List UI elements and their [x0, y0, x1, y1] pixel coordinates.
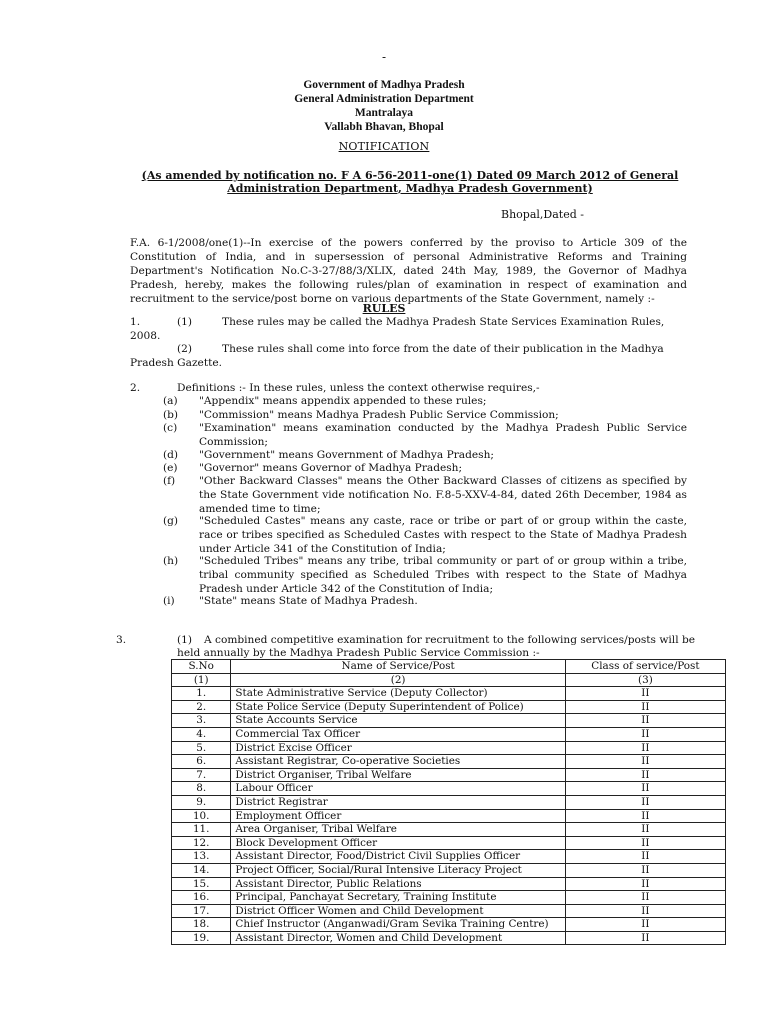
colnum-3: (3)	[565, 673, 725, 687]
row-sno: 19.	[172, 931, 231, 945]
header-government: Government of Madhya Pradesh	[303, 79, 465, 91]
definition-key-b: (b)	[163, 409, 179, 421]
table-row	[172, 727, 726, 741]
header-service-name: Name of Service/Post	[231, 660, 565, 674]
rule2-intro: Definitions :- In these rules, unless the context otherwise requires,-	[177, 382, 540, 394]
colnum-2: (2)	[231, 673, 565, 687]
table-row	[172, 755, 726, 769]
table-row	[172, 850, 726, 864]
definition-text-g: "Scheduled Castes" means any caste, race or tribe or part of or group within the caste, race or tribes specified as Scheduled Castes with respect to the State of Madhya Pradesh under Article 341 of the Constitution of India;	[199, 515, 687, 555]
row-service-name: Assistant Director, Public Relations	[231, 877, 565, 891]
row-sno: 15.	[172, 877, 231, 891]
definition-text-e: "Governor" means Governor of Madhya Pradesh;	[199, 462, 463, 474]
definition-text-h: "Scheduled Tribes" means any tribe, tribal community or part of or group within a tribe, tribal community specified as Scheduled Tribes with respect to the State of Madhya Pradesh under Article 342 of the Constitution of India;	[199, 555, 687, 595]
definition-text-d: "Government" means Government of Madhya Pradesh;	[199, 449, 494, 461]
row-sno: 16.	[172, 891, 231, 905]
table-row	[172, 863, 726, 877]
row-sno: 10.	[172, 809, 231, 823]
row-class: II	[565, 809, 725, 823]
row-sno: 7.	[172, 768, 231, 782]
definition-text-c: "Examination" means examination conducted by the Madhya Pradesh Public Service Commission;	[199, 422, 687, 448]
table-row	[172, 768, 726, 782]
row-class: II	[565, 863, 725, 877]
table-row	[172, 823, 726, 837]
row-sno: 13.	[172, 850, 231, 864]
definition-key-d: (d)	[163, 449, 179, 461]
row-service-name: District Excise Officer	[231, 741, 565, 755]
table-colnum-row	[172, 673, 726, 687]
row-class: II	[565, 714, 725, 728]
row-class: II	[565, 755, 725, 769]
row-class: II	[565, 700, 725, 714]
rule1-sub1-text: These rules may be called the Madhya Pradesh State Services Examination Rules,	[222, 316, 665, 328]
header-department: General Administration Department	[294, 93, 474, 105]
row-service-name: Chief Instructor (Anganwadi/Gram Sevika Training Centre)	[231, 918, 565, 932]
rule3-text-cont: held annually by the Madhya Pradesh Public Service Commission :-	[177, 647, 540, 659]
row-service-name: Assistant Director, Food/District Civil Supplies Officer	[231, 850, 565, 864]
rule1-number: 1.	[130, 316, 141, 328]
header-sno: S.No	[172, 660, 231, 674]
notification-title: NOTIFICATION	[338, 140, 430, 153]
rules-heading: RULES	[362, 302, 406, 315]
row-service-name: State Police Service (Deputy Superintendent of Police)	[231, 700, 565, 714]
rule3-text: A combined competitive examination for recruitment to the following services/posts will be	[204, 634, 696, 646]
top-mark: -	[382, 50, 387, 64]
row-service-name: Project Officer, Social/Rural Intensive Literacy Project	[231, 863, 565, 877]
services-table	[171, 659, 726, 945]
row-class: II	[565, 823, 725, 837]
definition-key-h: (h)	[163, 555, 179, 567]
row-class: II	[565, 877, 725, 891]
definition-key-a: (a)	[163, 395, 178, 407]
rule1-sub2-text-cont: Pradesh Gazette.	[130, 357, 222, 369]
row-service-name: Block Development Officer	[231, 836, 565, 850]
row-service-name: State Administrative Service (Deputy Collector)	[231, 687, 565, 701]
definition-key-i: (i)	[163, 595, 175, 607]
row-service-name: Area Organiser, Tribal Welfare	[231, 823, 565, 837]
rule1-sub1-text-cont: 2008.	[130, 330, 161, 342]
rule1-sub2-number: (2)	[177, 343, 193, 355]
definition-key-c: (c)	[163, 422, 178, 434]
row-sno: 18.	[172, 918, 231, 932]
table-row	[172, 687, 726, 701]
table-row	[172, 741, 726, 755]
definition-text-f: "Other Backward Classes" means the Other Backward Classes of citizens as specified by the State Government vide notification No. F.8-5-XXV-4-84, dated 26th December, 1984 as amended time to time;	[199, 475, 687, 515]
table-row	[172, 700, 726, 714]
row-service-name: Employment Officer	[231, 809, 565, 823]
definition-key-f: (f)	[163, 475, 176, 487]
row-class: II	[565, 836, 725, 850]
row-sno: 11.	[172, 823, 231, 837]
preamble-paragraph: F.A. 6-1/2008/one(1)--In exercise of the powers conferred by the proviso to Article 309 of the Constitution of India, and in supersession of personal Administrative Reforms and Training Department's Notification No.C-3-27/88/3/XLIX, dated 24th May, 1989, the Governor of Madhya Pradesh, hereby, makes the following rules/plan of examination in respect of examination and recruitment to the service/post borne on various departments of the State Government, namely :-	[130, 237, 687, 305]
row-class: II	[565, 931, 725, 945]
row-sno: 9.	[172, 795, 231, 809]
definition-key-g: (g)	[163, 515, 179, 527]
row-class: II	[565, 904, 725, 918]
colnum-1: (1)	[172, 673, 231, 687]
definition-text-i: "State" means State of Madhya Pradesh.	[199, 595, 418, 607]
table-row	[172, 891, 726, 905]
row-class: II	[565, 782, 725, 796]
rule2-number: 2.	[130, 382, 141, 394]
header-class: Class of service/Post	[565, 660, 725, 674]
table-row	[172, 836, 726, 850]
row-class: II	[565, 687, 725, 701]
row-sno: 2.	[172, 700, 231, 714]
row-sno: 6.	[172, 755, 231, 769]
definition-key-e: (e)	[163, 462, 178, 474]
table-row	[172, 877, 726, 891]
row-service-name: Labour Officer	[231, 782, 565, 796]
table-row	[172, 809, 726, 823]
row-class: II	[565, 768, 725, 782]
header-mantralaya: Mantralaya	[354, 107, 414, 119]
row-service-name: Commercial Tax Officer	[231, 727, 565, 741]
row-class: II	[565, 741, 725, 755]
row-sno: 3.	[172, 714, 231, 728]
table-row	[172, 782, 726, 796]
row-sno: 12.	[172, 836, 231, 850]
row-sno: 8.	[172, 782, 231, 796]
rule1-sub2-text: These rules shall come into force from the date of their publication in the Madhya	[222, 343, 664, 355]
rule3-number: 3.	[116, 634, 127, 646]
row-service-name: Assistant Director, Women and Child Development	[231, 931, 565, 945]
table-row	[172, 904, 726, 918]
row-sno: 4.	[172, 727, 231, 741]
amended-note: (As amended by notification no. F A 6-56-2011-one(1) Dated 09 March 2012 of General Administration Department, Madhya Pradesh Government)	[141, 169, 679, 195]
row-class: II	[565, 918, 725, 932]
place-date: Bhopal,Dated -	[501, 208, 584, 221]
row-service-name: State Accounts Service	[231, 714, 565, 728]
table-row	[172, 795, 726, 809]
table-header-row	[172, 660, 726, 674]
rule1-sub1-number: (1)	[177, 316, 193, 328]
header-address: Vallabh Bhavan, Bhopal	[324, 121, 444, 133]
row-sno: 1.	[172, 687, 231, 701]
row-service-name: Principal, Panchayat Secretary, Training Institute	[231, 891, 565, 905]
rule3-sub1-number: (1)	[177, 634, 193, 646]
row-sno: 5.	[172, 741, 231, 755]
row-class: II	[565, 850, 725, 864]
table-row	[172, 918, 726, 932]
table-row	[172, 931, 726, 945]
row-service-name: District Officer Women and Child Development	[231, 904, 565, 918]
definition-text-b: "Commission" means Madhya Pradesh Public Service Commission;	[199, 409, 559, 421]
row-sno: 14.	[172, 863, 231, 877]
table-row	[172, 714, 726, 728]
definition-text-a: "Appendix" means appendix appended to these rules;	[199, 395, 487, 407]
row-service-name: District Organiser, Tribal Welfare	[231, 768, 565, 782]
row-class: II	[565, 795, 725, 809]
row-sno: 17.	[172, 904, 231, 918]
row-service-name: District Registrar	[231, 795, 565, 809]
row-class: II	[565, 727, 725, 741]
row-service-name: Assistant Registrar, Co-operative Societies	[231, 755, 565, 769]
row-class: II	[565, 891, 725, 905]
